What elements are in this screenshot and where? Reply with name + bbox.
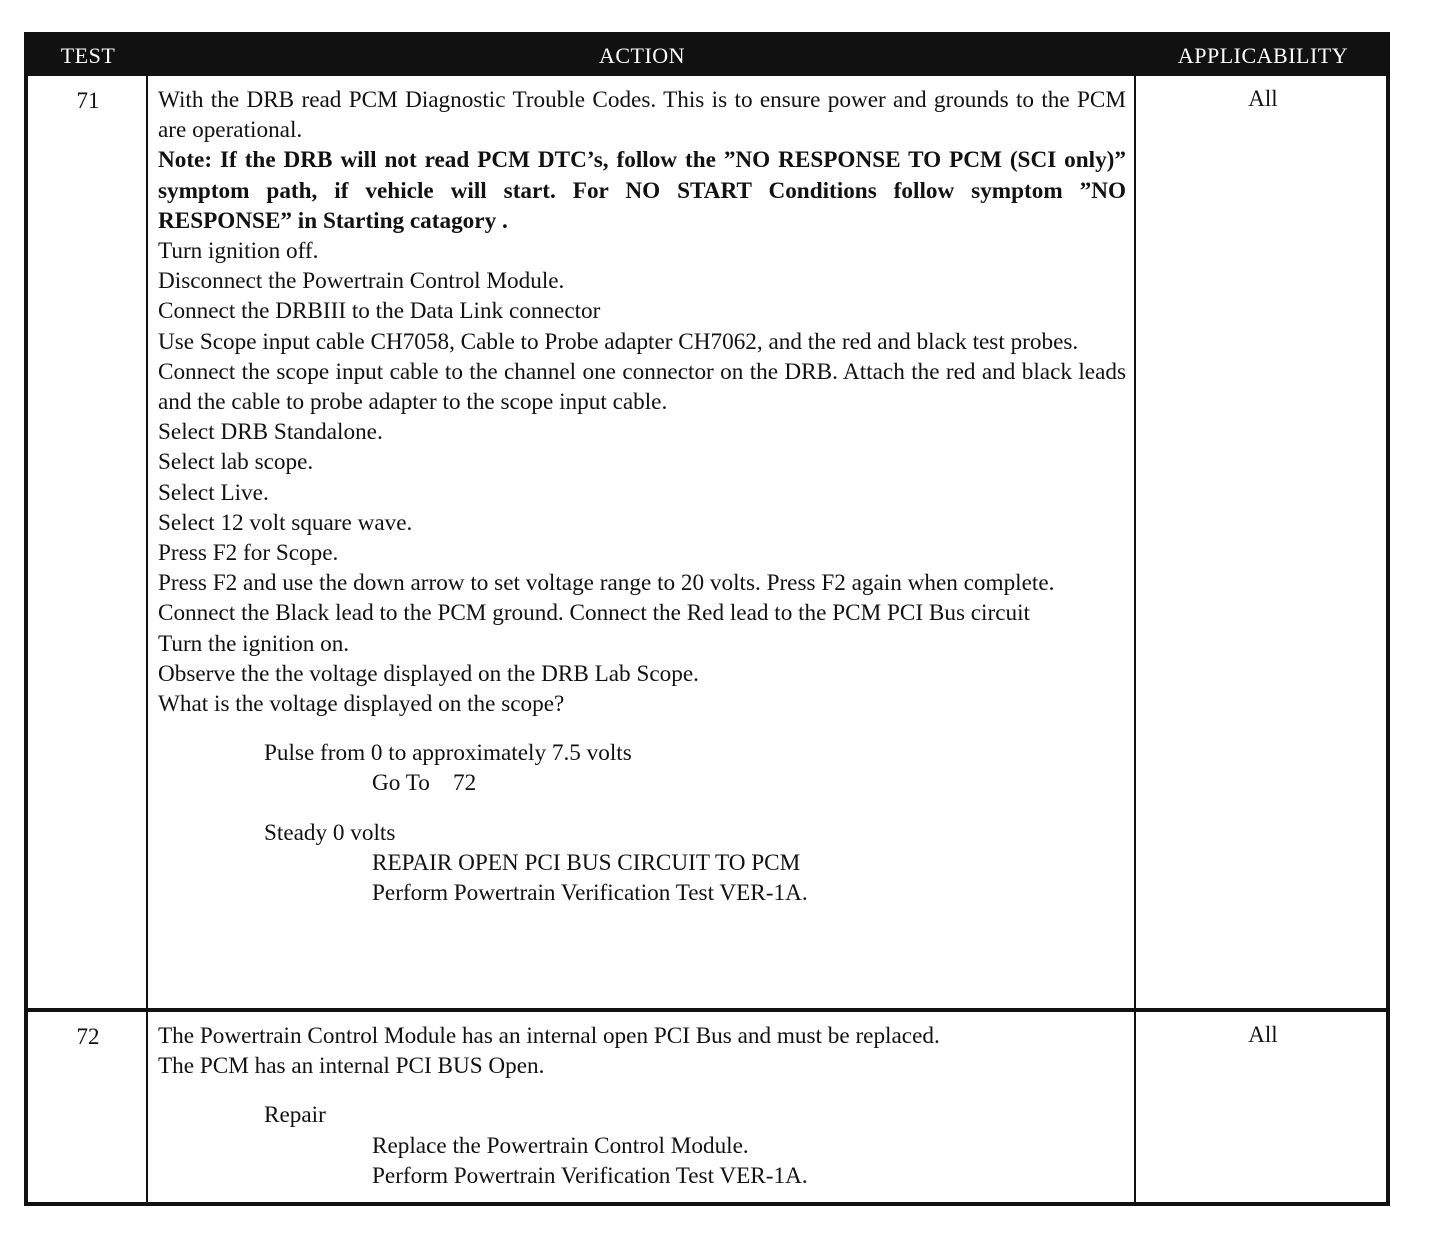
action-step: Connect the scope input cable to the channel one connector on the DRB. Attach the red and black leads and the cable to probe adapter to the scope input cable. xyxy=(158,358,1126,416)
action-step: Press F2 for Scope. xyxy=(158,540,339,567)
action-step: Select DRB Standalone. xyxy=(158,419,383,446)
row-separator xyxy=(28,1008,1386,1012)
action-step: Select Live. xyxy=(158,479,269,506)
action-step: Observe the the voltage displayed on the DRB Lab Scope. xyxy=(158,660,699,687)
choice-label: Repair xyxy=(264,1102,326,1129)
header-test: TEST xyxy=(60,43,116,68)
header-applicability: APPLICABILITY xyxy=(1177,43,1349,68)
action-step: Press F2 and use the down arrow to set voltage range to 20 volts. Press F2 again when complete. xyxy=(158,570,1055,597)
action-line: The PCM has an internal PCI BUS Open. xyxy=(158,1053,545,1080)
action-step: Turn ignition off. xyxy=(158,238,319,265)
choice-label: Pulse from 0 to approximately 7.5 volts xyxy=(264,740,632,767)
table-header xyxy=(28,36,1386,76)
action-step: What is the voltage displayed on the scope? xyxy=(158,691,565,718)
choice-result: REPAIR OPEN PCI BUS CIRCUIT TO PCM xyxy=(372,849,801,876)
action-line: With the DRB read PCM Diagnostic Trouble Codes. This is to ensure power and grounds to the PCM are operational. xyxy=(158,87,1126,144)
action-note: Note: If the DRB will not read PCM DTC’s, follow the ”NO RESPONSE TO PCM (SCI only)” symptom path, if vehicle will start. For NO START Conditions follow symptom ”NO RESPONSE” in Starting catagory . xyxy=(158,147,1126,234)
header-action: ACTION xyxy=(598,43,686,68)
choice-result: Perform Powertrain Verification Test VER-1A. xyxy=(372,880,808,907)
action-step: Turn the ignition on. xyxy=(158,630,350,657)
action-step: Connect the DRBIII to the Data Link connector xyxy=(158,298,601,325)
action-step: Select 12 volt square wave. xyxy=(158,509,413,536)
choice-result: Go To 72 xyxy=(372,770,477,797)
action-line: The Powertrain Control Module has an internal open PCI Bus and must be replaced. xyxy=(158,1023,940,1049)
action-step: Select lab scope. xyxy=(158,449,314,476)
choice-result: Replace the Powertrain Control Module. xyxy=(372,1132,749,1159)
action-text-71 xyxy=(158,85,1126,908)
test-number: 71 xyxy=(76,88,100,113)
choice-label: Steady 0 volts xyxy=(264,819,396,846)
applicability-value: All xyxy=(1248,1022,1278,1047)
diagnostic-table xyxy=(24,32,1390,1206)
action-step: Connect the Black lead to the PCM ground. Connect the Red lead to the PCM PCI Bus circuit xyxy=(158,600,1030,627)
test-number: 72 xyxy=(76,1024,100,1049)
action-step: Disconnect the Powertrain Control Module. xyxy=(158,268,565,295)
applicability-value: All xyxy=(1248,86,1278,111)
choice-result: Perform Powertrain Verification Test VER-1A. xyxy=(372,1162,808,1189)
action-text-72 xyxy=(158,1021,1126,1191)
action-step: Use Scope input cable CH7058, Cable to Probe adapter CH7062, and the red and black test probes. xyxy=(158,328,1079,355)
